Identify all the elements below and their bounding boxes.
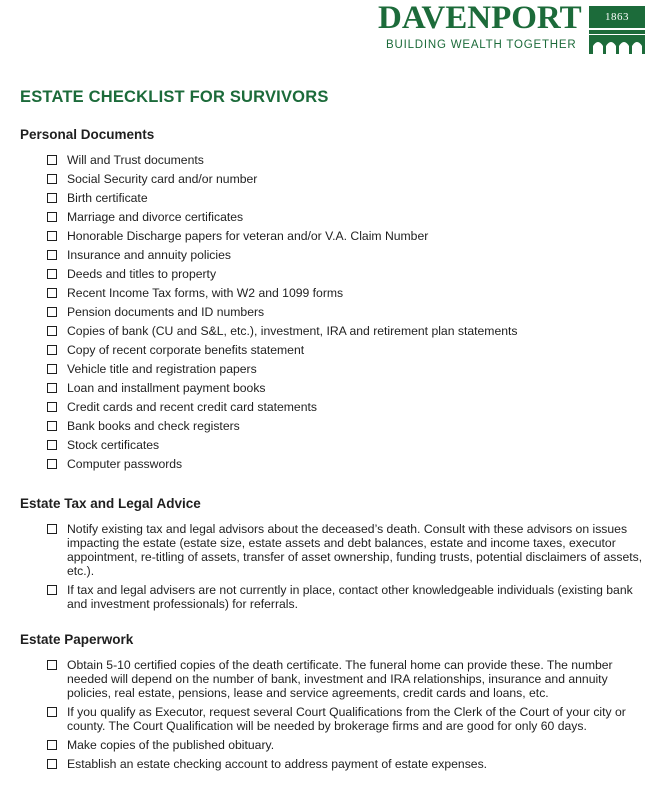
checkbox[interactable] [47,364,57,374]
logo-wordmark: DAVENPORT [378,0,582,36]
item-text: Make copies of the published obituary. [67,738,275,752]
checkbox[interactable] [47,250,57,260]
checklist-item [20,267,650,281]
section-heading: Estate Tax and Legal Advice [20,496,201,511]
checklist-item [20,229,650,243]
bridge-badge-icon [589,6,645,54]
checklist-item [20,286,650,300]
checkbox[interactable] [47,269,57,279]
checklist-item [20,305,650,319]
item-text: Marriage and divorce certificates [67,210,244,224]
checklist-item [20,438,650,452]
checklist-item [20,191,650,205]
checklist-item [20,705,650,733]
item-text: Copy of recent corporate benefits statement [67,343,305,357]
checklist-item [20,153,650,167]
checkbox[interactable] [47,440,57,450]
item-text: Bank books and check registers [67,419,240,433]
checklist-item [20,172,650,186]
checklist-item [20,210,650,224]
checklist-item [20,248,650,262]
checkbox[interactable] [47,307,57,317]
checklist-item [20,324,650,338]
item-text: Copies of bank (CU and S&L, etc.), investment, IRA and retirement plan statements [67,324,518,338]
item-text: Pension documents and ID numbers [67,305,265,319]
checkbox[interactable] [47,326,57,336]
checkbox[interactable] [47,421,57,431]
checklist-item [20,757,650,771]
item-text: If you qualify as Executor, request several Court Qualifications from the Clerk of the Court of your city or county. The Court Qualification will be needed by brokerage firms and are good for only 60 days. [67,705,626,733]
checkbox[interactable] [47,740,57,750]
section-heading: Estate Paperwork [20,632,134,647]
logo-tagline: BUILDING WEALTH TOGETHER [386,39,577,51]
section-heading: Personal Documents [20,127,155,142]
item-text: Deeds and titles to property [67,267,217,281]
checklist-item [20,362,650,376]
item-text: Recent Income Tax forms, with W2 and 1099 forms [67,286,344,300]
item-text: Vehicle title and registration papers [67,362,257,376]
checklist-item [20,419,650,433]
checklist [20,658,650,771]
checklist [20,522,650,611]
checklist-item [20,381,650,395]
checkbox[interactable] [47,345,57,355]
checkbox[interactable] [47,174,57,184]
davenport-logo [378,0,645,54]
item-text: Establish an estate checking account to address payment of estate expenses. [67,757,488,771]
item-text: If tax and legal advisers are not currently in place, contact other knowledgeable individuals (existing bank and investment professionals) for referrals. [67,583,633,611]
page-title: ESTATE CHECKLIST FOR SURVIVORS [20,88,329,106]
checklist-item [20,522,650,578]
checklist-item [20,400,650,414]
checklist-item [20,343,650,357]
item-text: Loan and installment payment books [67,381,266,395]
checkbox[interactable] [47,383,57,393]
checkbox[interactable] [47,212,57,222]
logo-year: 1863 [605,11,629,23]
item-text: Credit cards and recent credit card statements [67,400,317,414]
item-text: Stock certificates [67,438,160,452]
checkbox[interactable] [47,459,57,469]
checkbox[interactable] [47,585,57,595]
checklist-item [20,457,650,471]
section-estate-paperwork [20,632,650,771]
checkbox[interactable] [47,660,57,670]
checkbox[interactable] [47,759,57,769]
checkbox[interactable] [47,707,57,717]
item-text: Notify existing tax and legal advisors about the deceased’s death. Consult with these advisors on issues impacting the estate (estate size, estate assets and debt balances, estate and income taxes, executor appointment, re-titling of assets, transfer of asset ownership, funding trusts, potential disclaimers of assets, etc.). [67,522,643,578]
item-text: Computer passwords [67,457,183,471]
item-text: Obtain 5-10 certified copies of the death certificate. The funeral home can provide these. The number needed will depend on the number of bank, investment and IRA relationships, insurance and annuity policies, real estate, pensions, lease and service agreements, credit cards and loans, etc. [67,658,613,700]
checklist-item [20,658,650,700]
checklist-item [20,738,650,752]
item-text: Honorable Discharge papers for veteran and/or V.A. Claim Number [67,229,429,243]
item-text: Will and Trust documents [67,153,204,167]
item-text: Insurance and annuity policies [67,248,231,262]
checkbox[interactable] [47,524,57,534]
checkbox[interactable] [47,193,57,203]
checkbox[interactable] [47,231,57,241]
section-personal-documents [20,127,650,471]
checkbox[interactable] [47,155,57,165]
checklist [20,153,650,471]
checklist-item [20,583,650,611]
checkbox[interactable] [47,402,57,412]
checkbox[interactable] [47,288,57,298]
section-estate-tax-legal-advice [20,496,650,611]
item-text: Birth certificate [67,191,148,205]
item-text: Social Security card and/or number [67,172,258,186]
